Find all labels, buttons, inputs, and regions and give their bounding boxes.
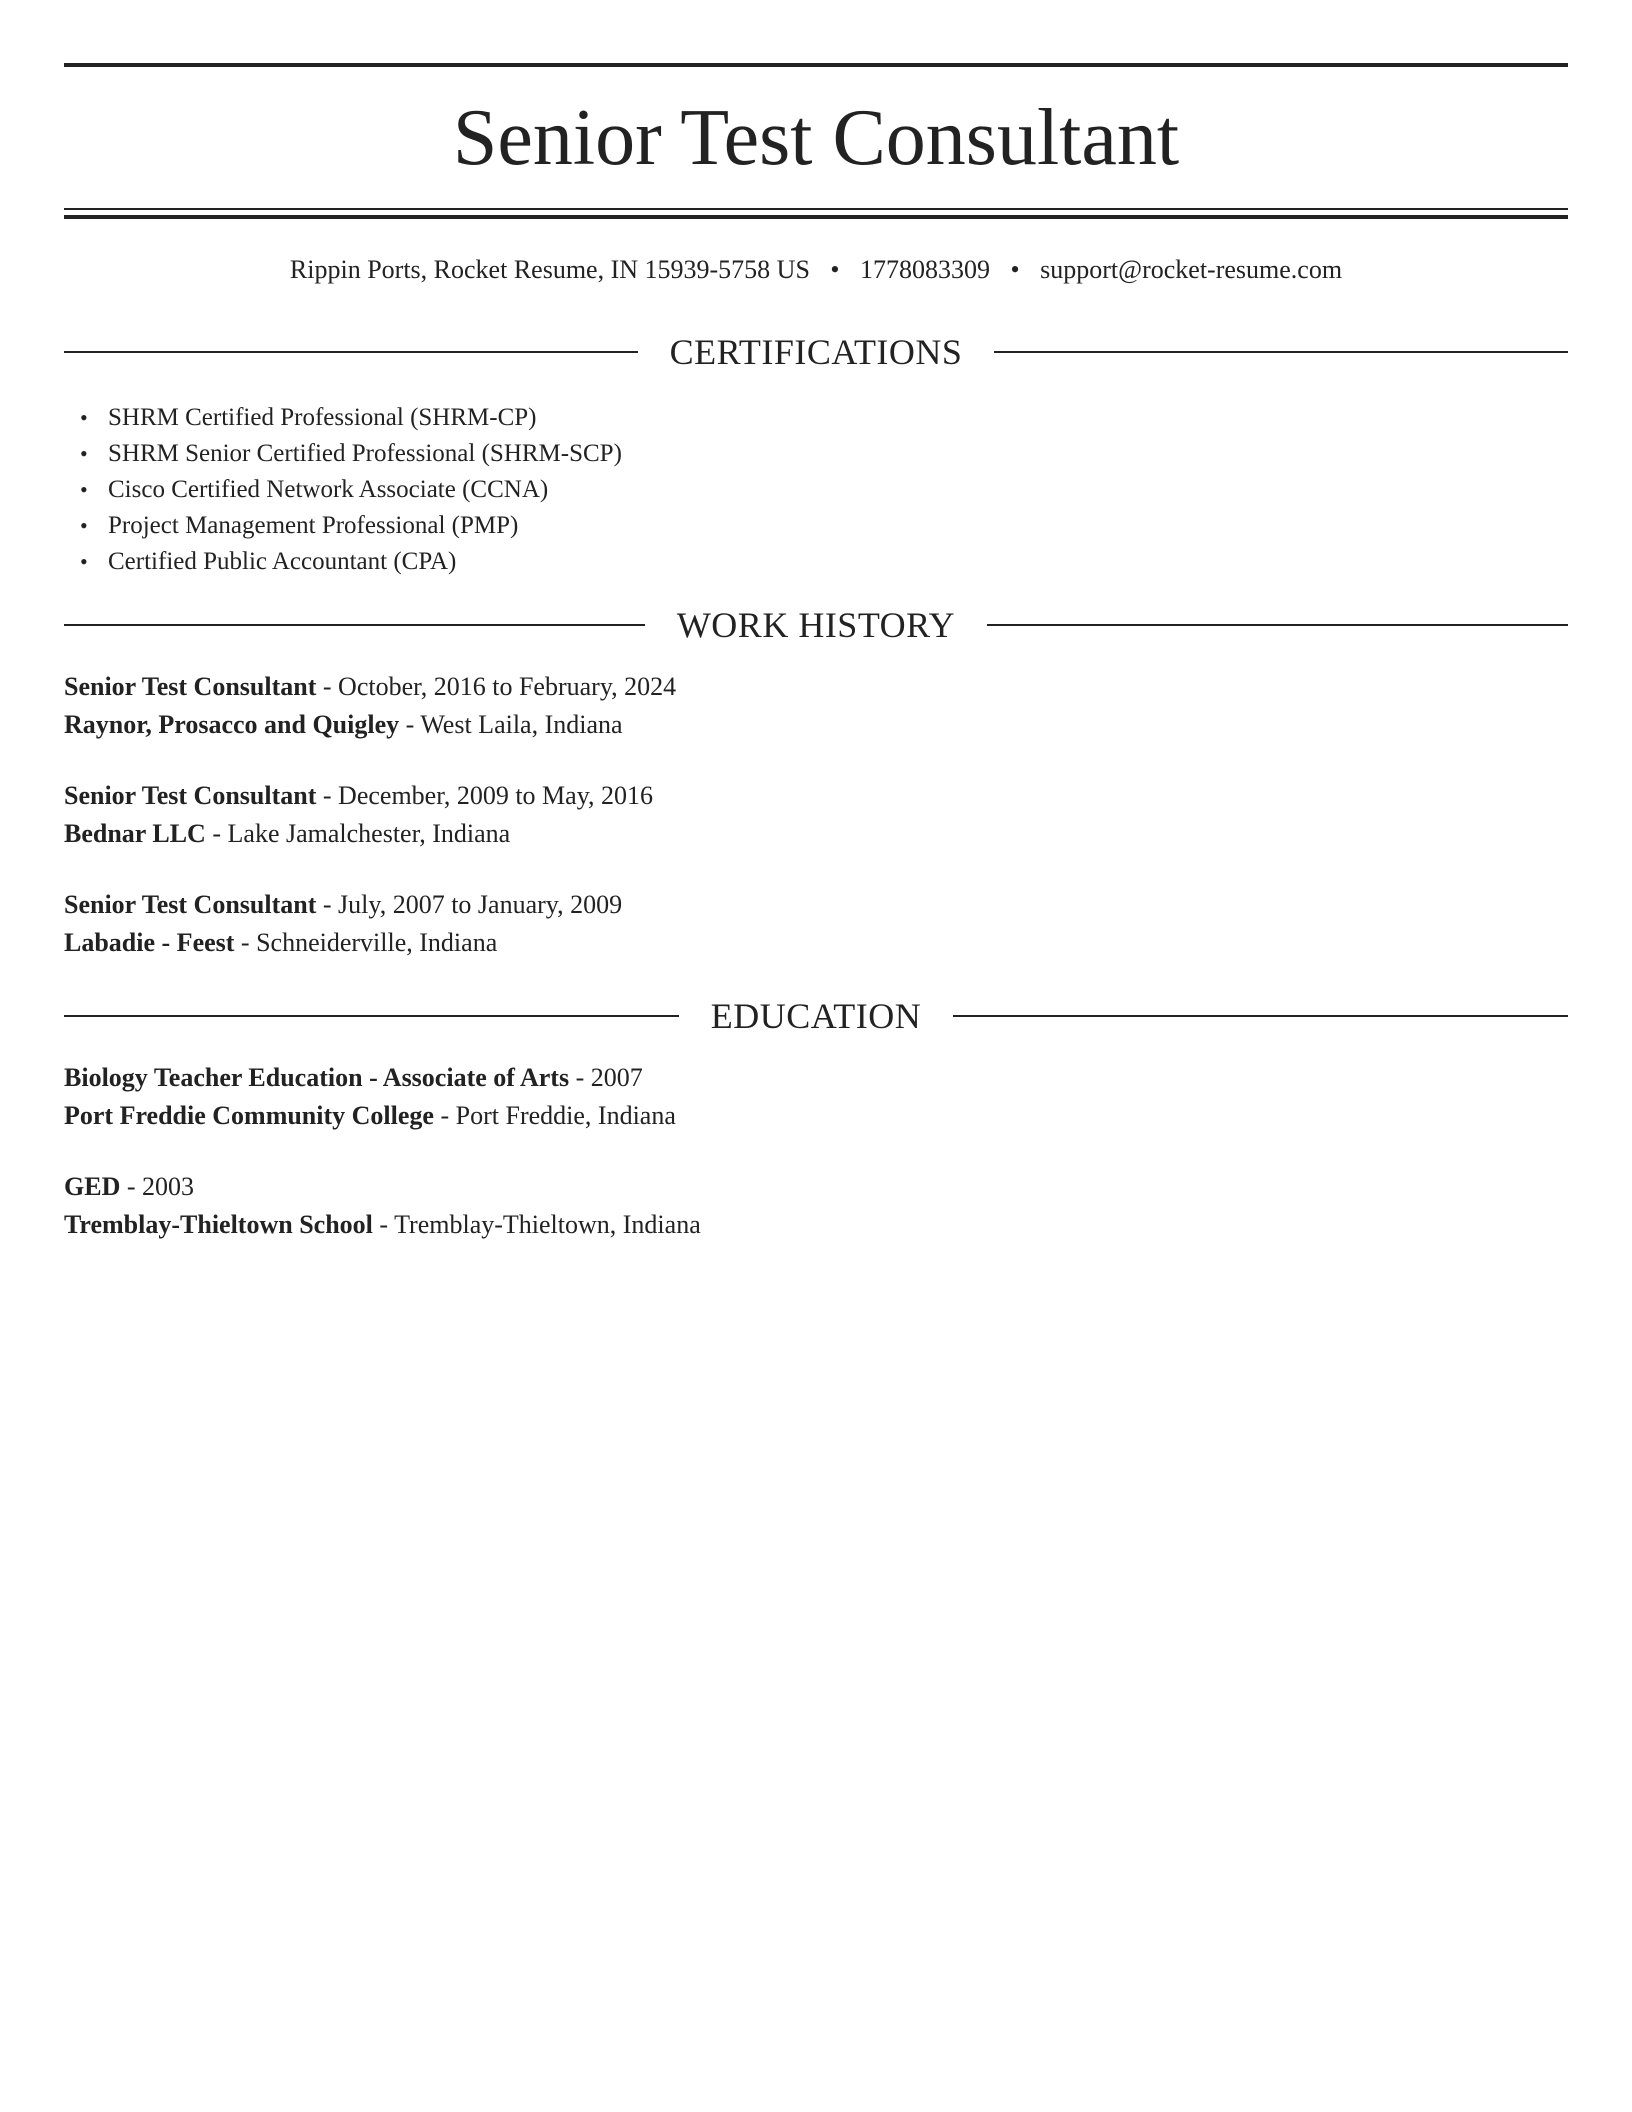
- company-location: Schneiderville, Indiana: [256, 928, 498, 957]
- heading-rule-left: [64, 1015, 679, 1017]
- heading-rule-right: [994, 351, 1568, 353]
- heading-rule-left: [64, 624, 645, 626]
- resume-title: Senior Test Consultant: [452, 94, 1180, 182]
- education-year: 2007: [590, 1063, 643, 1092]
- job-title: Senior Test Consultant: [64, 672, 317, 701]
- certifications-list: [64, 400, 1568, 580]
- dash: -: [399, 710, 421, 739]
- work-entry-title-line: [64, 777, 1568, 815]
- top-rule: [64, 63, 1568, 67]
- company-name: Raynor, Prosacco and Quigley: [64, 710, 400, 739]
- degree: Biology Teacher Education - Associate of Arts: [64, 1063, 570, 1092]
- certification-label: SHRM Certified Professional (SHRM-CP): [108, 404, 537, 431]
- dash: -: [569, 1063, 591, 1092]
- dash: -: [316, 781, 339, 810]
- job-dates: July, 2007 to January, 2009: [338, 890, 623, 919]
- school-location: Tremblay-Thieltown, Indiana: [394, 1210, 701, 1239]
- certification-label: Certified Public Accountant (CPA): [108, 548, 457, 575]
- heading-rule-left: [64, 351, 638, 353]
- bullet: •: [80, 441, 88, 466]
- dash: -: [316, 890, 339, 919]
- education-entry: [64, 1059, 1568, 1135]
- bullet: •: [80, 405, 88, 430]
- company-location: Lake Jamalchester, Indiana: [227, 819, 511, 848]
- company-name: Labadie - Feest: [64, 928, 235, 957]
- education-school-line: [64, 1206, 1568, 1244]
- certification-label: Cisco Certified Network Associate (CCNA): [108, 476, 549, 503]
- job-dates: October, 2016 to February, 2024: [338, 672, 677, 701]
- job-dates: December, 2009 to May, 2016: [338, 781, 654, 810]
- certification-item: [64, 508, 1568, 544]
- dash: -: [234, 928, 257, 957]
- certification-item: [64, 544, 1568, 580]
- work-entry: [64, 668, 1568, 744]
- certification-label: SHRM Senior Certified Professional (SHRM-SCP): [108, 440, 622, 467]
- dash: -: [433, 1101, 456, 1130]
- work-entry-company-line: [64, 815, 1568, 853]
- company-location: West Laila, Indiana: [420, 710, 623, 739]
- work-entry-company-line: [64, 706, 1568, 744]
- dash: -: [120, 1172, 143, 1201]
- contact-line: [64, 252, 1568, 288]
- degree: GED: [64, 1172, 121, 1201]
- school-name: Port Freddie Community College: [64, 1101, 434, 1130]
- education-heading-row: [64, 994, 1568, 1038]
- certifications-heading: CERTIFICATIONS: [669, 332, 963, 372]
- work-entry-title-line: [64, 886, 1568, 924]
- education-degree-line: [64, 1168, 1568, 1206]
- work-history-heading-row: [64, 603, 1568, 647]
- education-degree-line: [64, 1059, 1568, 1097]
- work-entry-title-line: [64, 668, 1568, 706]
- certifications-heading-row: [64, 330, 1568, 374]
- contact-email: support@rocket-resume.com: [1040, 255, 1343, 284]
- school-location: Port Freddie, Indiana: [455, 1101, 676, 1130]
- education-school-line: [64, 1097, 1568, 1135]
- contact-separator: •: [830, 255, 840, 284]
- work-history-heading: WORK HISTORY: [676, 605, 956, 645]
- contact-address: Rippin Ports, Rocket Resume, IN 15939-5758 US: [289, 255, 810, 284]
- dash: -: [205, 819, 228, 848]
- certification-item: [64, 436, 1568, 472]
- work-entry: [64, 886, 1568, 962]
- job-title: Senior Test Consultant: [64, 781, 317, 810]
- bullet: •: [80, 477, 88, 502]
- education-year: 2003: [142, 1172, 195, 1201]
- heading-rule-right: [987, 624, 1568, 626]
- certification-label: Project Management Professional (PMP): [108, 512, 519, 539]
- certification-item: [64, 400, 1568, 436]
- dash: -: [372, 1210, 395, 1239]
- title-underline-thin: [64, 208, 1568, 210]
- education-heading: EDUCATION: [710, 996, 922, 1036]
- certification-item: [64, 472, 1568, 508]
- education-entry: [64, 1168, 1568, 1244]
- company-name: Bednar LLC: [64, 819, 206, 848]
- school-name: Tremblay-Thieltown School: [64, 1210, 373, 1239]
- contact-phone: 1778083309: [860, 255, 991, 284]
- job-title: Senior Test Consultant: [64, 890, 317, 919]
- bullet: •: [80, 513, 88, 538]
- heading-rule-right: [953, 1015, 1568, 1017]
- bullet: •: [80, 549, 88, 574]
- work-entry-company-line: [64, 924, 1568, 962]
- work-entry: [64, 777, 1568, 853]
- dash: -: [316, 672, 339, 701]
- contact-separator: •: [1010, 255, 1020, 284]
- title-underline-thick: [64, 215, 1568, 219]
